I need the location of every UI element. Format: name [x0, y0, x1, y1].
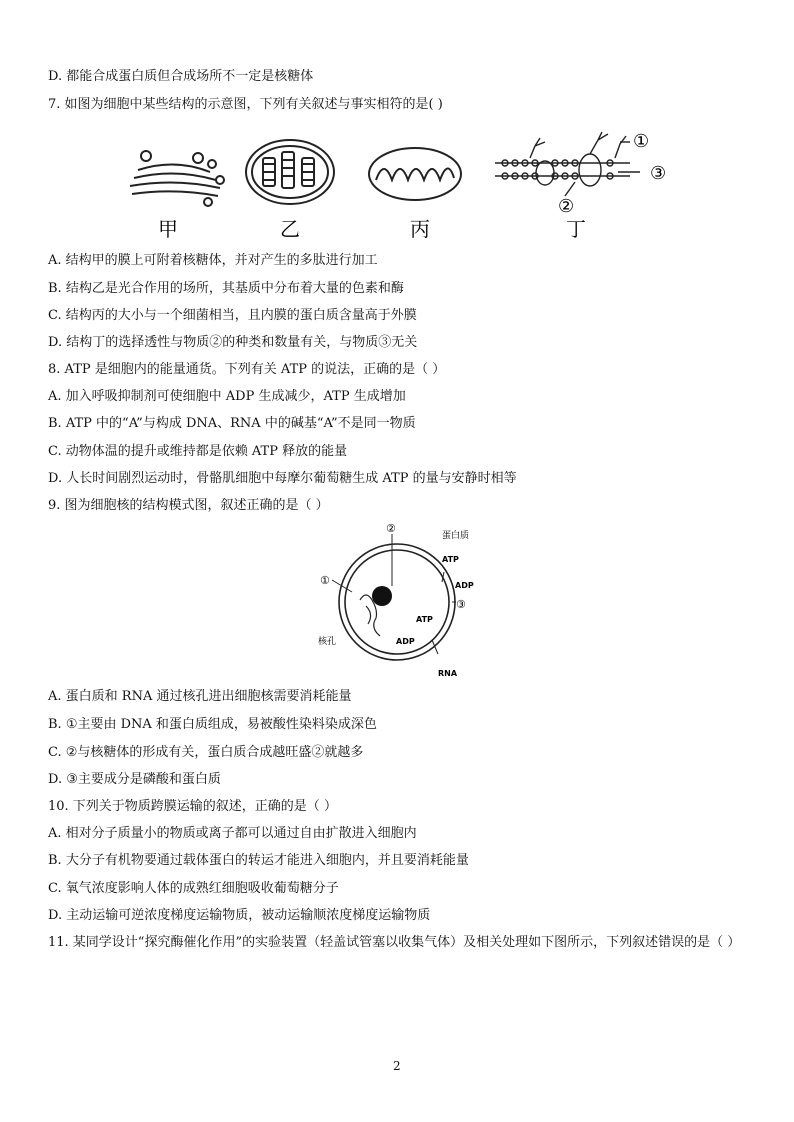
fig7-mark-1: ①: [633, 131, 650, 152]
q9-option-c: C. ②与核糖体的形成有关，蛋白质合成越旺盛②就越多: [48, 745, 364, 760]
q9-stem: 9. 图为细胞核的结构模式图，叙述正确的是（ ）: [48, 498, 329, 513]
q7-option-d: D. 结构丁的选择透性与物质②的种类和数量有关，与物质③无关: [48, 335, 418, 350]
fig9-nuclear-pore-label: 核孔: [318, 637, 337, 647]
q10-stem: 10. 下列关于物质跨膜运输的叙述，正确的是（ ）: [48, 799, 337, 814]
fig9-mark-3: ③: [456, 598, 466, 611]
figure-q9-drawing: [312, 522, 482, 682]
q8-stem: 8. ATP 是细胞内的能量通货。下列有关 ATP 的说法，正确的是（ ）: [48, 362, 446, 377]
q7-stem: 7. 如图为细胞中某些结构的示意图，下列有关叙述与事实相符的是( ): [48, 97, 443, 112]
q10-option-b: B. 大分子有机物要通过载体蛋白的转运才能进入细胞内，并且要消耗能量: [48, 853, 469, 868]
q9-option-a: A. 蛋白质和 RNA 通过核孔进出细胞核需要消耗能量: [48, 689, 352, 704]
figure-q9: [312, 522, 482, 682]
fig7-mark-3: ③: [650, 163, 667, 184]
figure-q7-drawing: [120, 128, 690, 243]
q11-stem: 11. 某同学设计“探究酶催化作用”的实验装置（轻盖试管塞以收集气体）及相关处理如下图所示，下列叙述错误的是（ ）: [48, 935, 741, 950]
fig9-mark-2: ②: [386, 522, 396, 535]
cell-membrane-drawing: [495, 132, 640, 196]
fig9-mark-1: ①: [320, 574, 330, 587]
fig7-label-bing: 丙: [410, 217, 430, 241]
fig7-label-yi: 乙: [280, 217, 300, 241]
fig9-protein-label: 蛋白质: [442, 531, 470, 541]
q8-option-b: B. ATP 中的“A”与构成 DNA、RNA 中的碱基“A”不是同一物质: [48, 416, 416, 431]
fig7-mark-2: ②: [558, 196, 575, 217]
page-number: 2: [393, 1059, 401, 1073]
q9-option-d: D. ③主要成分是磷酸和蛋白质: [48, 772, 221, 787]
fig9-atp-bottom: ATP: [416, 615, 433, 624]
q10-option-d: D. 主动运输可逆浓度梯度运输物质，被动运输顺浓度梯度运输物质: [48, 908, 431, 923]
fig7-label-jia: 甲: [158, 217, 178, 241]
q10-option-c: C. 氧气浓度影响人体的成熟红细胞吸收葡萄糖分子: [48, 881, 339, 896]
q7-option-b: B. 结构乙是光合作用的场所，其基质中分布着大量的色素和酶: [48, 281, 404, 296]
q7-option-a: A. 结构甲的膜上可附着核糖体，并对产生的多肽进行加工: [48, 253, 378, 268]
q10-option-a: A. 相对分子质量小的物质或离子都可以通过自由扩散进入细胞内: [48, 826, 417, 841]
fig9-atp-top: ATP: [442, 555, 459, 564]
fig9-adp-top: ADP: [455, 581, 474, 590]
q7-option-c: C. 结构丙的大小与一个细菌相当，且内膜的蛋白质含量高于外膜: [48, 308, 417, 323]
figure-q7: [120, 128, 690, 243]
q6-option-d: D. 都能合成蛋白质但合成场所不一定是核糖体: [48, 69, 314, 84]
nucleolus-drawing: [372, 586, 392, 606]
q8-option-a: A. 加入呼吸抑制剂可使细胞中 ADP 生成减少，ATP 生成增加: [48, 389, 406, 404]
fig9-rna-label: RNA: [438, 669, 458, 678]
q8-option-d: D. 人长时间剧烈运动时，骨骼肌细胞中每摩尔葡萄糖生成 ATP 的量与安静时相等: [48, 471, 517, 486]
fig7-label-ding: 丁: [566, 217, 586, 241]
q9-option-b: B. ①主要由 DNA 和蛋白质组成，易被酸性染料染成深色: [48, 717, 377, 732]
mitochondrion-drawing: [369, 148, 461, 200]
chloroplast-drawing: [246, 140, 334, 204]
golgi-drawing: [130, 151, 224, 206]
q8-option-c: C. 动物体温的提升或维持都是依赖 ATP 释放的能量: [48, 444, 348, 459]
fig9-adp-bottom: ADP: [396, 637, 415, 646]
